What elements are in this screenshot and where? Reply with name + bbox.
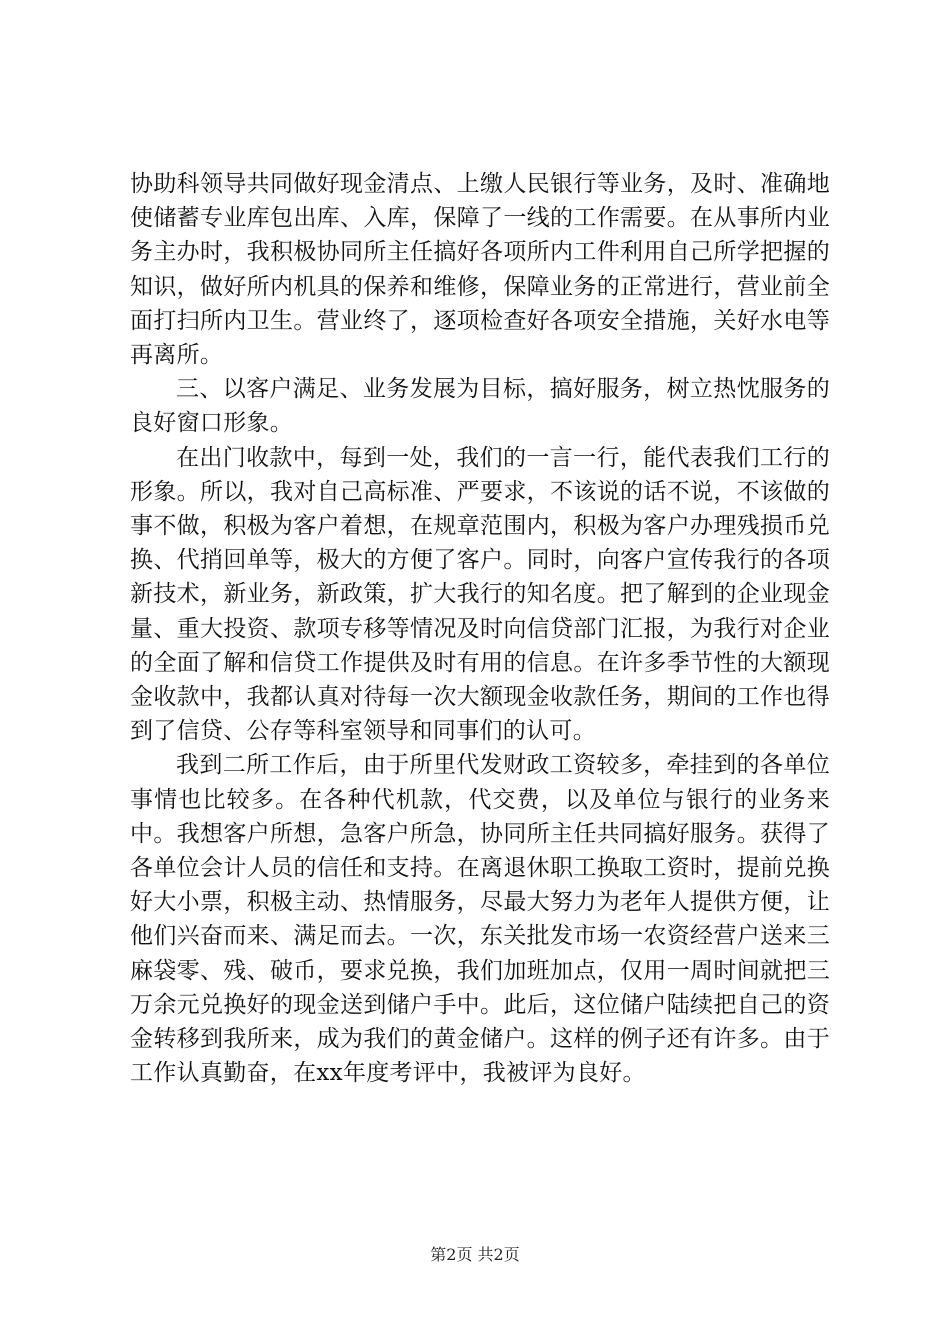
paragraph-second-office: 我到二所工作后，由于所里代发财政工资较多，牵挂到的各单位事情也比较多。在各种代机款，代交费，以及单位与银行的业务来中。我想客户所想，急客户所急，协同所主任共同搞好服务。获得了各单位会计人员的信任和支持。在离退休职工换取工资时，提前兑换好大小票，积极主动、热情服务，尽最大努力为老年人提供方便，让他们兴奋而来、满足而去。一次，东关批发市场一农资经营户送来三麻袋零、残、破币，要求兑换，我们加班加点，仅用一周时间就把三万余元兑换好的现金送到储户手中。此后，这位储户陆续把自己的资金转移到我所来，成为我们的黄金储户。这样的例子还有许多。由于工作认真勤奋，在xx年度考评中，我被评为良好。 [130, 752, 830, 1087]
page-number-footer: 第2页 共2页 [430, 1245, 520, 1264]
paragraph-section-heading: 三、以客户满足、业务发展为目标，搞好服务，树立热忱服务的良好窗口形象。 [130, 376, 830, 437]
paragraph-collection-service: 在出门收款中，每到一处，我们的一言一行，能代表我们工行的形象。所以，我对自己高标准、严要求，不该说的话不说，不该做的事不做，积极为客户着想，在规章范围内，积极为客户办理残损币兑换、代捎回单等，极大的方便了客户。同时，向客户宣传我行的各项新技术，新业务，新政策，扩大我行的知名度。把了解到的企业现金量、重大投资、款项专移等情况及时向信贷部门汇报，为我行对企业的全面了解和信贷工作提供及时有用的信息。在许多季节性的大额现金收款中，我都认真对待每一次大额现金收款任务，期间的工作也得到了信贷、公存等科室领导和同事们的认可。 [130, 444, 830, 745]
paragraph-continuation: 协助科领导共同做好现金清点、上缴人民银行等业务，及时、准确地使储蓄专业库包出库、入库，保障了一线的工作需要。在从事所内业务主办时，我积极协同所主任搞好各项所内工件利用自己所学把握的知识，做好所内机具的保养和维修，保障业务的正常进行，营业前全面打扫所内卫生。营业终了，逐项检查好各项安全措施，关好水电等再离所。 [130, 171, 830, 369]
document-body [130, 167, 830, 1090]
